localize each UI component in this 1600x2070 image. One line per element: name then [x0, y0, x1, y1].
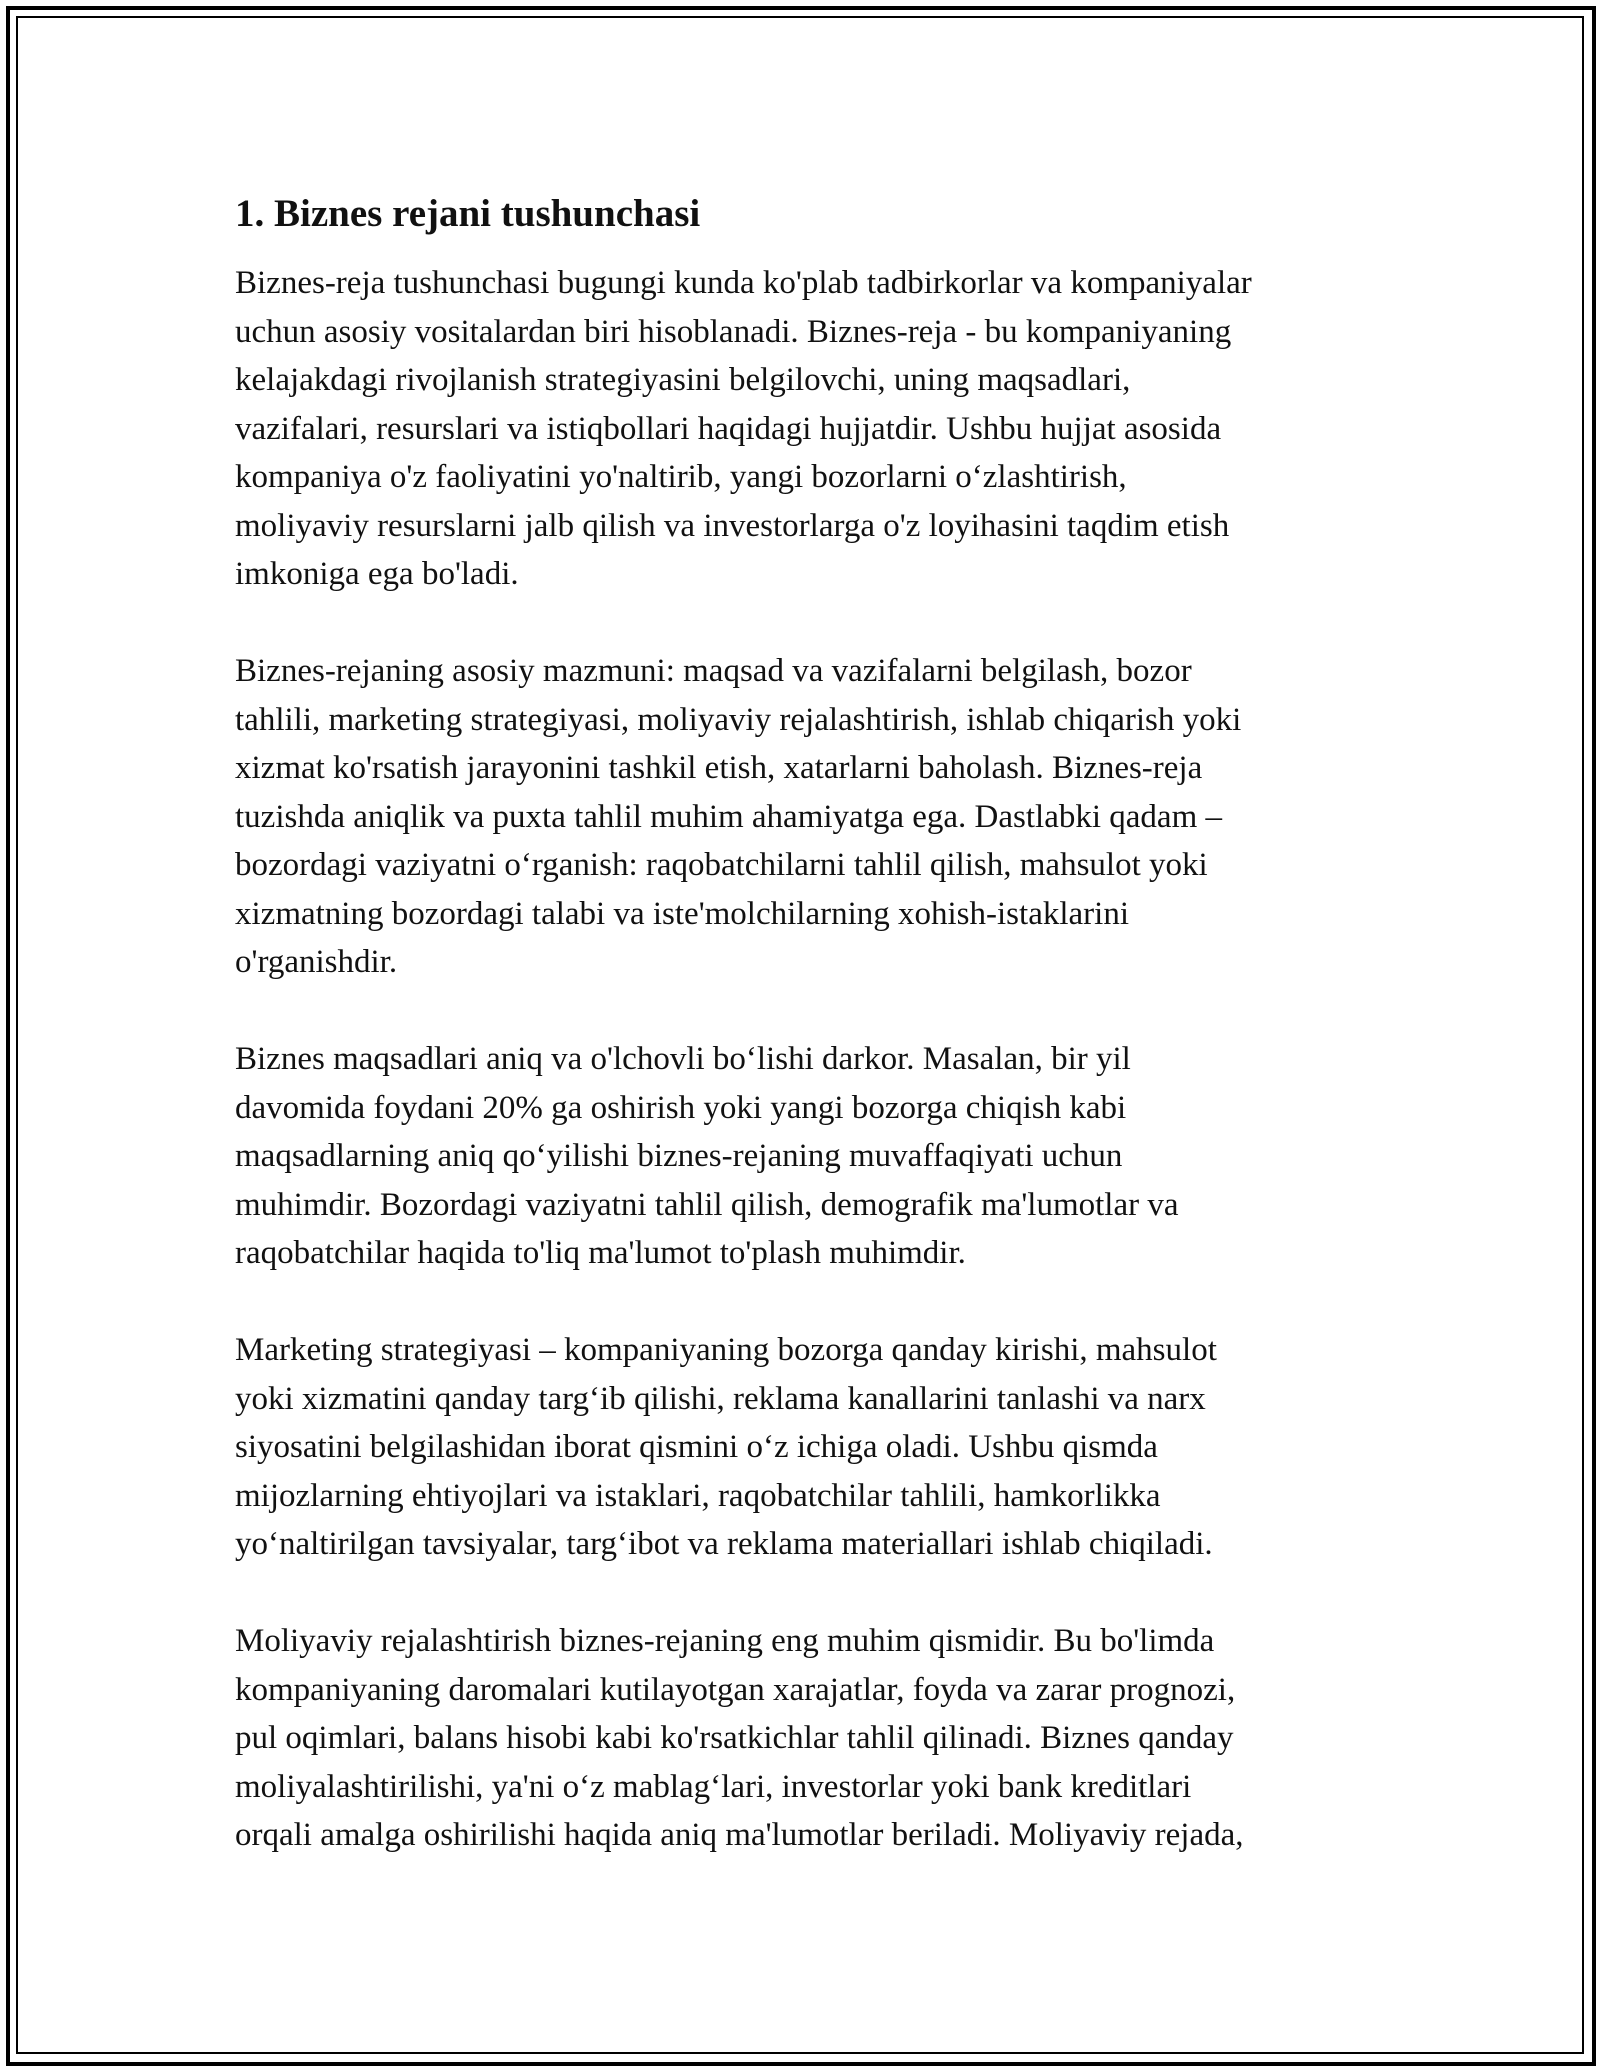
text-line: pul oqimlari, balans hisobi kabi ko'rsatkichlar tahlil qilinadi. Biznes qanday	[235, 1720, 1234, 1756]
text-line: Biznes maqsadlari aniq va o'lchovli boʻlishi darkor. Masalan, bir yil	[235, 1041, 1131, 1077]
text-line: tuzishda aniqlik va puxta tahlil muhim ahamiyatga ega. Dastlabki qadam –	[235, 798, 1222, 835]
text-line: moliyalashtirilishi, ya'ni oʻz mablagʻlari, investorlar yoki bank kreditlari	[235, 1768, 1192, 1805]
text-line: muhimdir. Bozordagi vaziyatni tahlil qilish, demografik ma'lumotlar va	[235, 1186, 1179, 1223]
text-line: Marketing strategiyasi – kompaniyaning bozorga qanday kirishi, mahsulot	[235, 1332, 1217, 1368]
paragraph-1	[235, 259, 1375, 599]
text-line: vazifalari, resurslari va istiqbollari haqidagi hujjatdir. Ushbu hujjat asosida	[235, 410, 1222, 447]
text-line: davomida foydani 20% ga oshirish yoki yangi bozorga chiqish kabi	[235, 1089, 1127, 1126]
text-line: Biznes-rejaning asosiy mazmuni: maqsad va vazifalarni belgilash, bozor	[235, 653, 1192, 689]
paragraph-5	[235, 1617, 1375, 1860]
text-line: xizmat ko'rsatish jarayonini tashkil etish, xatarlarni baholash. Biznes-reja	[235, 750, 1203, 786]
text-line: moliyaviy resurslarni jalb qilish va investorlarga o'z loyihasini taqdim etish	[235, 507, 1230, 544]
text-line: orqali amalga oshirilishi haqida aniq ma'lumotlar beriladi. Moliyaviy rejada,	[235, 1817, 1244, 1853]
section-heading: 1. Biznes rejani tushunchasi	[235, 192, 701, 235]
text-line: xizmatning bozordagi talabi va iste'molchilarning xohish-istaklarini	[235, 895, 1129, 932]
text-line: maqsadlarning aniq qoʻyilishi biznes-rejaning muvaffaqiyati uchun	[235, 1138, 1123, 1174]
text-line: bozordagi vaziyatni oʻrganish: raqobatchilarni tahlil qilish, mahsulot yoki	[235, 847, 1208, 883]
text-line: Biznes-reja tushunchasi bugungi kunda ko'plab tadbirkorlar va kompaniyalar	[235, 265, 1252, 301]
text-line: yoʻnaltirilgan tavsiyalar, targʻibot va reklama materiallari ishlab chiqiladi.	[235, 1526, 1213, 1562]
text-line: kelajakdagi rivojlanish strategiyasini belgilovchi, uning maqsadlari,	[235, 362, 1131, 398]
paragraph-4	[235, 1326, 1375, 1569]
text-line: yoki xizmatini qanday targʻib qilishi, reklama kanallarini tanlashi va narx	[235, 1380, 1206, 1417]
text-line: mijozlarning ehtiyojlari va istaklari, raqobatchilar tahlili, hamkorlikka	[235, 1477, 1161, 1514]
document-body	[235, 185, 1375, 1908]
text-line: uchun asosiy vositalardan biri hisoblanadi. Biznes-reja - bu kompaniyaning	[235, 313, 1232, 350]
paragraph-2	[235, 647, 1375, 987]
text-line: Moliyaviy rejalashtirish biznes-rejaning eng muhim qismidir. Bu bo'limda	[235, 1623, 1215, 1659]
text-line: kompaniya o'z faoliyatini yo'naltirib, yangi bozorlarni oʻzlashtirish,	[235, 459, 1127, 495]
text-line: o'rganishdir.	[235, 944, 398, 980]
text-line: imkoniga ega bo'ladi.	[235, 556, 519, 592]
paragraph-3	[235, 1035, 1375, 1278]
text-line: tahlili, marketing strategiyasi, moliyaviy rejalashtirish, ishlab chiqarish yoki	[235, 701, 1242, 738]
text-line: raqobatchilar haqida to'liq ma'lumot to'plash muhimdir.	[235, 1235, 966, 1271]
text-line: kompaniyaning daromalari kutilayotgan xarajatlar, foyda va zarar prognozi,	[235, 1671, 1236, 1708]
text-line: siyosatini belgilashidan iborat qismini oʻz ichiga oladi. Ushbu qismda	[235, 1429, 1158, 1465]
